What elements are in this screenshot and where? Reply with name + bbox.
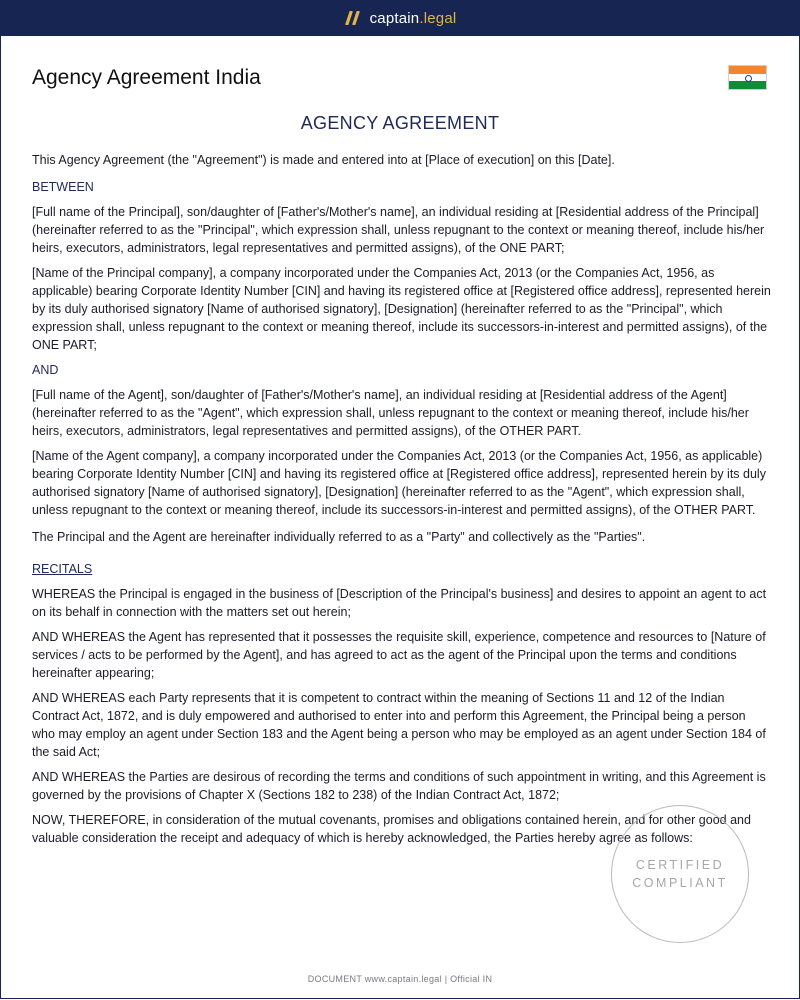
and-label: AND — [32, 363, 59, 377]
recital-paragraph: AND WHEREAS the Parties are desirous of recording the terms and conditions of such appointment in writing, and this Agreement is governed by the provisions of Chapter X (Sections 182 to 238) of the Indian Contract Act, 1872; — [32, 770, 766, 802]
agent-company-paragraph: [Name of the Agent company], a company incorporated under the Companies Act, 2013 (or the Companies Act, 1956, as applicable) bearing Corporate Identity Number [CIN] and having its registered office at [Registered office address], represented herein by its duly authorised signatory [Name of authorised signatory], [Designation] (hereinafter referred to as the "Agent", which expression shall, unless repugnant to the context or meaning thereof, include its successors-in-interest and permitted assigns), of the OTHER PART. — [32, 449, 766, 517]
double-slash-logo-icon — [344, 11, 362, 25]
stamp-line: COMPLIANT — [632, 876, 728, 890]
document-heading: AGENCY AGREEMENT — [300, 113, 500, 133]
brand[interactable] — [344, 10, 457, 27]
stamp-line: CERTIFIED — [635, 858, 725, 872]
recital-paragraph: NOW, THEREFORE, in consideration of the mutual covenants, promises and obligations contained herein, and for other good and valuable consideration the receipt and adequacy of which is hereby acknowledged, the Parties hereby agree as follows: — [32, 813, 751, 845]
footer-text: DOCUMENT www.captain.legal | Official IN — [307, 974, 493, 984]
brand-name: captain.legal — [369, 9, 457, 27]
between-label: BETWEEN — [32, 180, 94, 194]
parties-paragraph: The Principal and the Agent are hereinafter individually referred to as a "Party" and collectively as the "Parties". — [32, 530, 646, 544]
page-title: Agency Agreement India — [32, 66, 261, 89]
agent-individual-paragraph: [Full name of the Agent], son/daughter of [Father's/Mother's name], an individual residing at [Residential address of the Agent] (hereinafter referred to as the "Agent", which expression shall, unless repugnant to the context or meaning thereof, include his/her heirs, executors, administrators, legal representatives and permitted assigns), of the OTHER PART. — [32, 388, 749, 438]
recital-paragraph: AND WHEREAS each Party represents that it is competent to contract within the meaning of Sections 11 and 12 of the Indian Contract Act, 1872, and is duly empowered and authorised to enter into and perform this Agreement, the Principal being a person who may employ an agent under Section 183 and the Agent being a person who may be employed as an agent under Section 184 of the said Act; — [32, 691, 766, 759]
recitals-heading: RECITALS — [32, 562, 93, 576]
top-bar — [0, 0, 800, 36]
recital-paragraph: AND WHEREAS the Agent has represented that it possesses the requisite skill, experience, competence and resources to [Nature of services / acts to be performed by the Agent], and has agreed to act as the agent of the Principal upon the terms and conditions hereinafter appearing; — [32, 630, 766, 680]
principal-company-paragraph: [Name of the Principal company], a company incorporated under the Companies Act, 2013 (or the Companies Act, 1956, as applicable) bearing Corporate Identity Number [CIN] and having its registered office at [Registered office address], represented herein by its duly authorised signatory [Name of authorised signatory], [Designation] (hereinafter referred to as the "Principal", which expression shall, unless repugnant to the context or meaning thereof, include its successors-in-interest and permitted assigns), of the ONE PART; — [32, 266, 771, 352]
document-body — [32, 151, 772, 854]
principal-individual-paragraph: [Full name of the Principal], son/daughter of [Father's/Mother's name], an individual residing at [Residential address of the Principal] (hereinafter referred to as the "Principal", which expression shall, unless repugnant to the context or meaning thereof, include his/her heirs, executors, administrators, legal representatives and permitted assigns), of the ONE PART; — [32, 205, 765, 255]
recital-paragraph: WHEREAS the Principal is engaged in the business of [Description of the Principal's business] and desires to appoint an agent to act on its behalf in connection with the matters set out herein; — [32, 587, 767, 619]
india-flag-icon — [728, 65, 767, 90]
intro-paragraph: This Agency Agreement (the "Agreement") is made and entered into at [Place of execution] on this [Date]. — [32, 153, 615, 167]
